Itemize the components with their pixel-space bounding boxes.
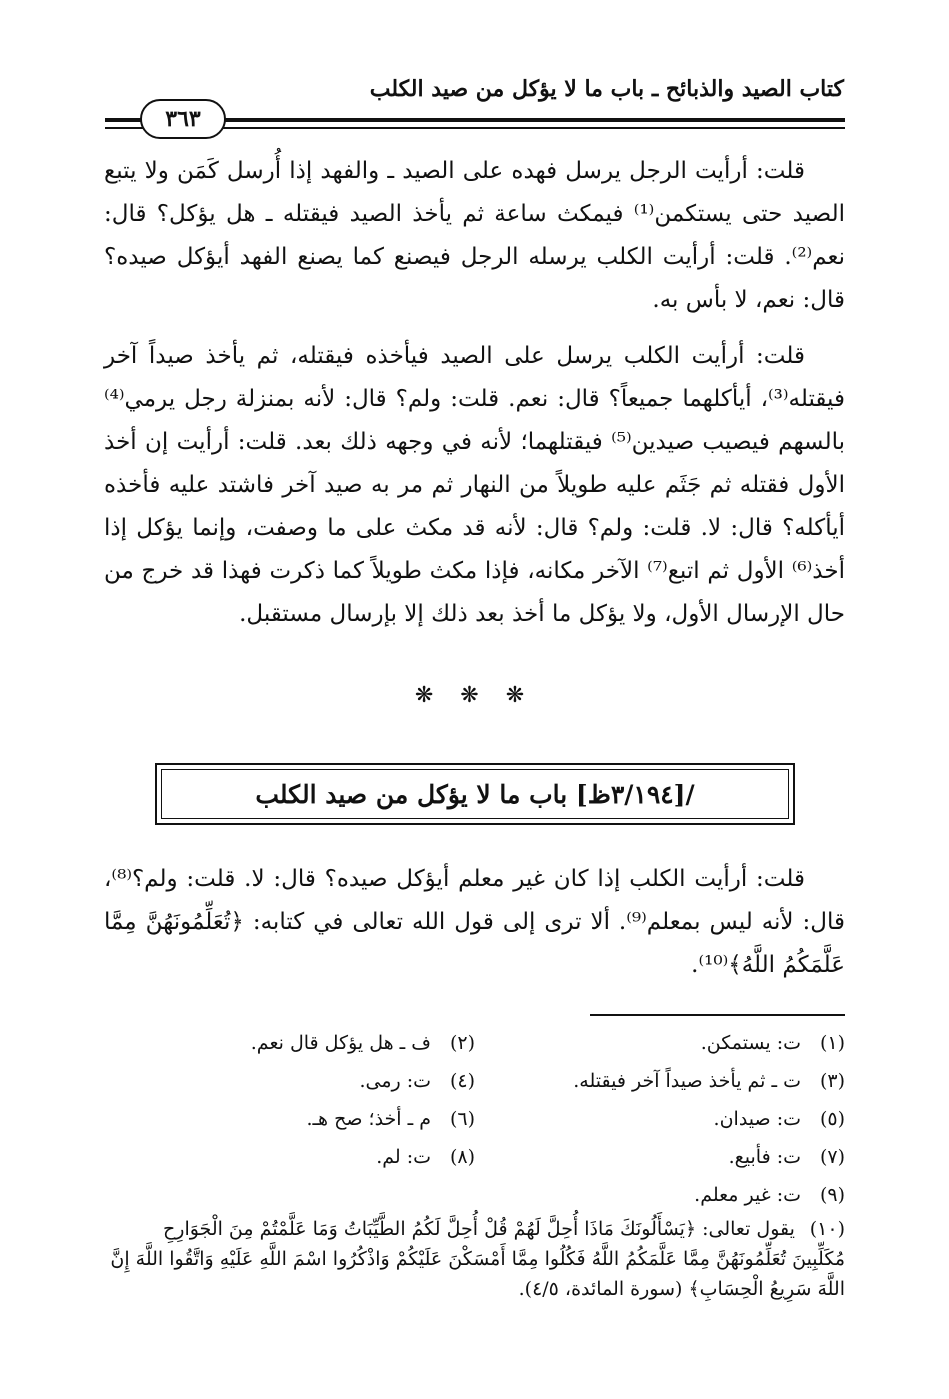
footnote-text: ف ـ هل يؤكل قال نعم. [250,1032,431,1054]
footnote-number: (٢) [449,1032,475,1054]
footnote-number: (٥) [819,1108,845,1130]
footnote-text: ت: يستمكن. [700,1032,801,1054]
footnote-text: ت: صيدان. [713,1108,801,1130]
footnote-text: ت: غير معلم. [694,1184,801,1206]
footnote-text: ت: رمى. [359,1070,431,1092]
footnote-number: (٧) [819,1146,845,1168]
paragraph-3 [104,858,845,987]
footnotes [105,1028,845,1218]
paragraph-text: قلت: أرأيت الرجل يرسل فهده على الصيد ـ والفهد إذا أُرسل كَمَن ولا يتبع الصيد حتى يستكمن⁽¹⁾ فيمكث ساعة ثم يأخذ الصيد فيقتله ـ هل يؤكل؟ قال: نعم⁽²⁾. قلت: أرأيت الكلب يرسله الرجل فيصنع كما يصنع الفهد أيؤكل صيده؟ قال: نعم، لا بأس به. [104,158,845,313]
footnote [475,1142,845,1180]
footnote [105,1104,475,1142]
paragraph-text: قلت: أرأيت الكلب إذا كان غير معلم أيؤكل صيده؟ قال: لا. قلت: ولم؟⁽⁸⁾، قال: لأنه ليس بمعلم⁽⁹⁾. ألا ترى إلى قول الله تعالى في كتابه: ﴿تُعَلِّمُونَهُنَّ مِمَّا عَلَّمَكُمُ اللَّهُ﴾⁽¹⁰⁾. [104,866,845,978]
page-number: ٣٦٣ [140,99,226,139]
footnote [105,1142,475,1180]
footnote-row [105,1142,845,1180]
footnote-number: (٤) [449,1070,475,1092]
footnote-row [105,1104,845,1142]
footnote-number: (٦) [449,1108,475,1130]
footnote-number: (١) [819,1032,845,1054]
chapter-title: /[٣/١٩٤ظ] باب ما لا يؤكل من صيد الكلب [161,769,789,819]
running-title: كتاب الصيد والذبائح ـ باب ما لا يؤكل من صيد الكلب [369,76,844,102]
paragraph-2 [104,335,845,636]
footnote-number: (١٠) [809,1218,845,1240]
chapter-heading-box [155,763,795,825]
footnote-row [105,1180,845,1218]
footnote [105,1066,475,1104]
footnote-text: م ـ أخذ؛ صح هـ. [306,1108,431,1130]
footnote [475,1104,845,1142]
footnote-row [105,1028,845,1066]
footnote-number: (٩) [819,1184,845,1206]
footnote-number: (٨) [449,1146,475,1168]
footnote-text: ت: لم. [376,1146,431,1168]
footnote-text: ت: فأبيع. [728,1146,801,1168]
footnote-text: ت ـ ثم يأخذ صيداً آخر فيقتله. [573,1070,801,1092]
footnote-text: يقول تعالى: ﴿يَسْأَلُونَكَ مَاذَا أُحِلَّ لَهُمْ قُلْ أُحِلَّ لَكُمُ الطَّيِّبَاتُ وَمَا عَلَّمْتُمْ مِنَ الْجَوَارِحِ مُكَلِّبِينَ تُعَلِّمُونَهُنَّ مِمَّا عَلَّمَكُمُ اللَّهُ فَكُلُوا مِمَّا أَمْسَكْنَ عَلَيْكُمْ وَاذْكُرُوا اسْمَ اللَّهِ عَلَيْهِ وَاتَّقُوا اللَّهَ إِنَّ اللَّهَ سَرِيعُ الْحِسَابِ﴾ (سورة المائدة، ٤/٥). [110,1218,845,1300]
footnote-row [105,1066,845,1104]
paragraph-1 [104,150,845,322]
paragraph-text: قلت: أرأيت الكلب يرسل على الصيد فيأخذه فيقتله، ثم يأخذ صيداً آخر فيقتله⁽³⁾، أيأكلهما جميعاً؟ قال: نعم. قلت: ولم؟ قال: لأنه بمنزلة رجل يرمي⁽⁴⁾ بالسهم فيصيب صيدين⁽⁵⁾ فيقتلهما؛ لأنه في وجهه ذلك بعد. قلت: أرأيت إن أخذ الأول فقتله ثم جَثَم عليه طويلاً من النهار ثم مر به صيد آخر فاشتد عليه فأخذه أيأكله؟ قال: لا. قلت: ولم؟ قال: لأنه قد مكث على ما وصفت، وإنما يؤكل إذا أخذ⁽⁶⁾ الأول ثم اتبع⁽⁷⁾ الآخر مكانه، فإذا مكث طويلاً كما ذكرت فهذا قد خرج من حال الإرسال الأول، ولا يؤكل ما أخذ بعد ذلك إلا بإرسال مستقبل. [104,343,845,627]
footnote-number: (٣) [819,1070,845,1092]
footnote-rule [590,1014,845,1016]
footnote [475,1028,845,1066]
section-divider: ❋ ❋ ❋ [414,683,535,708]
footnote [105,1028,475,1066]
footnote [475,1180,845,1218]
footnote-long [105,1214,845,1304]
footnote [475,1066,845,1104]
